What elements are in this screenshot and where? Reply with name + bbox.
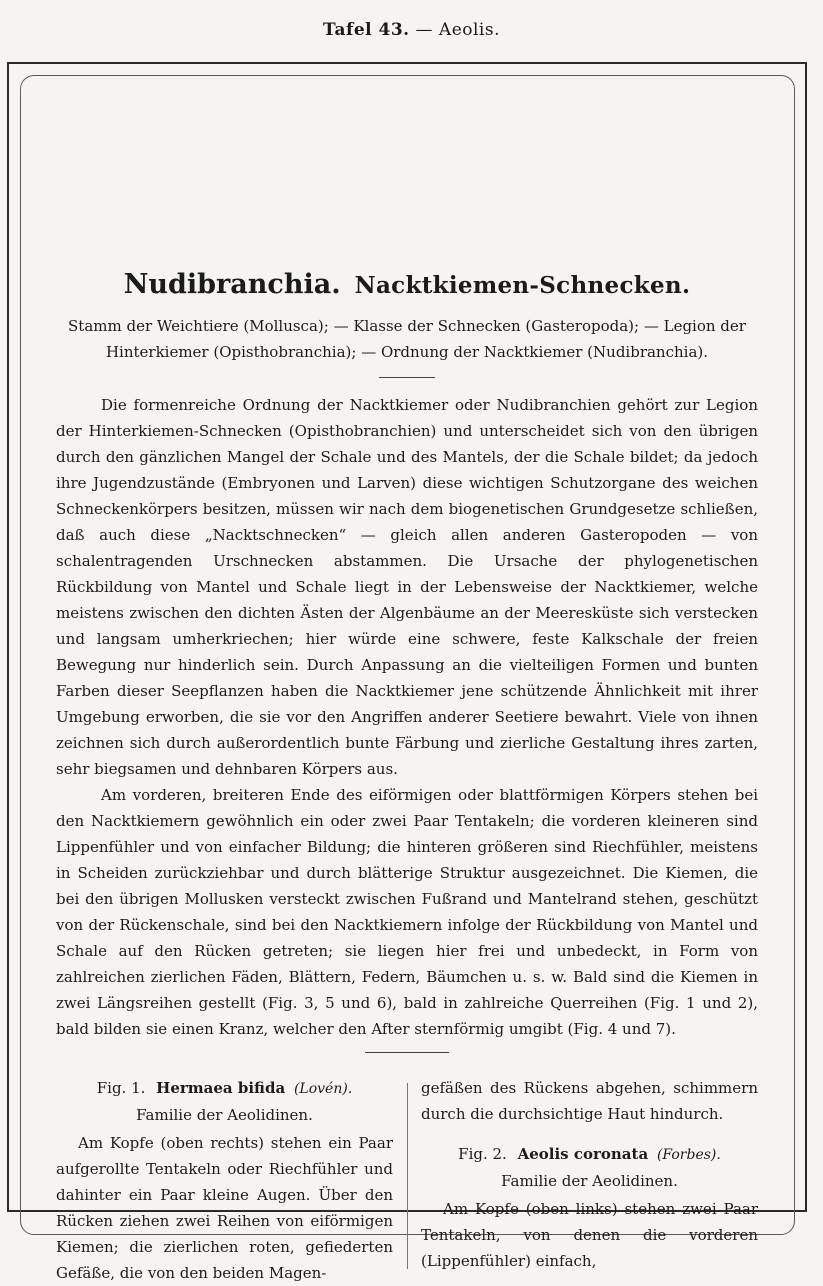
separator-rule bbox=[379, 377, 435, 378]
title-latin: Nudibranchia. bbox=[123, 269, 341, 300]
running-head bbox=[0, 20, 823, 40]
fig2-heading bbox=[421, 1141, 758, 1168]
separator-rule-2 bbox=[365, 1052, 449, 1053]
plate-number: Tafel 43. bbox=[322, 20, 410, 40]
title-german: Nacktkiemen-Schnecken. bbox=[354, 272, 691, 299]
fig2-text: Am Kopfe (oben links) stehen zwei Paar Tentakeln, von denen die vorderen (Lippenfühler) einfach, bbox=[421, 1200, 758, 1270]
running-head-dash: — bbox=[415, 20, 434, 40]
left-column bbox=[56, 1075, 393, 1286]
two-column-section bbox=[56, 1075, 758, 1286]
fig1-heading bbox=[56, 1075, 393, 1102]
fig1-label: Fig. 1. bbox=[96, 1079, 146, 1097]
classification: Stamm der Weichtiere (Mollusca); — Klasse der Schnecken (Gasteropoda); — Legion der Hinterkiemer (Opisthobranchia); — Ordnung der Nacktkiemer (Nudibranchia). bbox=[68, 317, 746, 361]
fig1-text-continued: gefäßen des Rückens abgehen, schimmern durch die durchsichtige Haut hindurch. bbox=[421, 1079, 758, 1123]
column-divider bbox=[407, 1083, 408, 1269]
fig2-label: Fig. 2. bbox=[458, 1145, 507, 1163]
fig2-species: Aeolis coronata bbox=[517, 1145, 649, 1163]
fig2-family: Familie der Aeolidinen. bbox=[501, 1172, 678, 1190]
running-head-genus: Aeolis. bbox=[438, 20, 500, 40]
fig1-family: Familie der Aeolidinen. bbox=[136, 1106, 313, 1124]
fig1-text: Am Kopfe (oben rechts) stehen ein Paar aufgerollte Tentakeln oder Riechfühler und dahinter ein Paar kleine Augen. Über den Rücken ziehen zwei Reihen von eiförmigen Kiemen; die zierlichen roten, gefiederten Gefäße, die von den beiden Magen- bbox=[56, 1134, 393, 1282]
fig1-author: (Lovén). bbox=[293, 1081, 353, 1097]
intro-paragraph-1: Die formenreiche Ordnung der Nacktkiemer oder Nudibranchien gehört zur Legion der Hinterkiemen-Schnecken (Opisthobranchien) und unterscheidet sich von den übrigen durch den gänzlichen Mangel der Schale und des Mantels, der die Schale bildet; da jedoch ihre Jugendzustände (Embryonen und Larven) diese wichtigen Schutzorgane des weichen Schneckenkörpers besitzen, müssen wir nach dem biogenetischen Grundgesetze schließen, daß auch diese „Nacktschnecken“ — gleich allen anderen Gasteropoden — von schalentragenden Urschnecken abstammen. Die Ursache der phylogenetischen Rückbildung von Mantel und Schale liegt in der Lebensweise der Nacktkiemer, welche meistens zwischen den dichten Ästen der Algenbäume an der Meeresküste sich verstecken und langsam umherkriechen; hier würde eine schwere, feste Kalkschale der freien Bewegung nur hinderlich sein. Durch Anpassung an die vielteiligen Formen und bunten Farben dieser Seepflanzen haben die Nacktkiemer jene schützende Ähnlichkeit mit ihrer Umgebung erworben, die sie vor den Angriffen anderer Seetiere bewahrt. Viele von ihnen zeichnen sich durch außerordentlich bunte Färbung und zierliche Gestaltung ihres zarten, sehr biegsamen und dehnbaren Körpers aus. bbox=[56, 396, 758, 778]
fig1-species: Hermaea bifida bbox=[156, 1079, 286, 1097]
right-column bbox=[421, 1075, 758, 1286]
page-title bbox=[56, 268, 758, 303]
fig2-author: (Forbes). bbox=[656, 1147, 721, 1163]
page-body bbox=[56, 268, 758, 1286]
intro-paragraph-2: Am vorderen, breiteren Ende des eiförmigen oder blattförmigen Körpers stehen bei den Nacktkiemern gewöhnlich ein oder zwei Paar Tentakeln; die vorderen kleineren sind Lippenfühler und von einfacher Bildung; die hinteren größeren sind Riechfühler, meistens in Scheiden zurückziehbar und durch blätterige Struktur ausgezeichnet. Die Kiemen, die bei den übrigen Mollusken versteckt zwischen Fußrand und Mantelrand stehen, geschützt von der Rückenschale, sind bei den Nacktkiemern infolge der Rückbildung von Mantel und Schale auf den Rücken getreten; sie liegen hier frei und unbedeckt, in Form von zahlreichen zierlichen Fäden, Blättern, Federn, Bäumchen u. s. w. Bald sind die Kiemen in zwei Längsreihen gestellt (Fig. 3, 5 und 6), bald in zahlreiche Querreihen (Fig. 1 und 2), bald bilden sie einen Kranz, welcher den After sternförmig umgibt (Fig. 4 und 7). bbox=[56, 786, 758, 1038]
